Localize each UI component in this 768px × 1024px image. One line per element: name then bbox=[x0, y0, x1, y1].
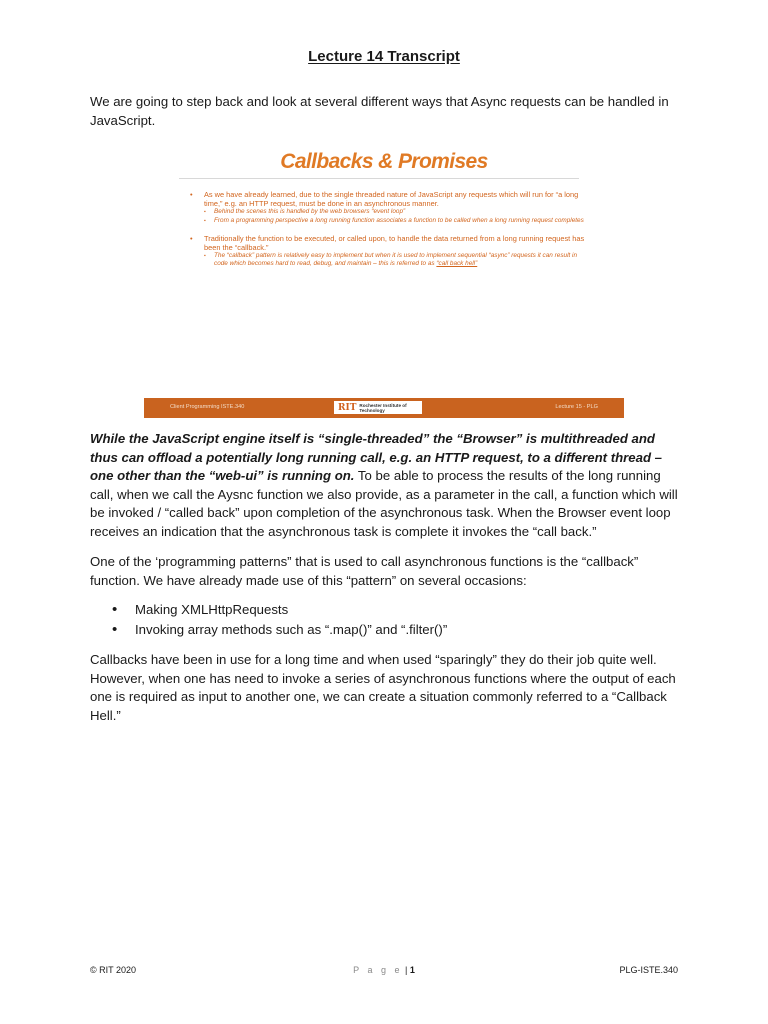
threads-paragraph bbox=[90, 430, 682, 542]
list-item: • Making XMLHttpRequests bbox=[112, 600, 447, 620]
copyright: © RIT 2020 bbox=[90, 965, 136, 975]
slide-bullet: • As we have already learned, due to the single threaded nature of JavaScript any requests which will run for “a long time,” e.g. an HTTP request, must be done in an asynchronous manner. bbox=[190, 190, 590, 208]
slide-sub-bullet bbox=[190, 252, 590, 268]
page-number: 1 bbox=[409, 965, 415, 975]
course-code: PLG-ISTE.340 bbox=[619, 965, 678, 975]
slide-sub-bullet: ▪ From a programming perspective a long running function associates a function to be called when a long running request completes bbox=[190, 217, 590, 225]
intro-paragraph: We are going to step back and look at several different ways that Async requests can be handled in JavaScript. bbox=[90, 94, 669, 128]
page-label: P a g e bbox=[353, 965, 403, 975]
threads-emphasis: While the JavaScript engine itself is “single-threaded” the “Browser” is multithreaded and thus can offload a potentially long running call, e.g. an HTTP request, to a different thread – one other than the “web-ui” is running on. bbox=[90, 431, 663, 484]
callback-hell-paragraph: Callbacks have been in use for a long time and when used “sparingly” they do their job quite well. However, when one has need to invoke a series of asynchronous functions where the output of each one is required as input to another one, we can create a situation commonly referred to a “Callback Hell.” bbox=[90, 652, 676, 723]
slide-footer-lecture: Lecture 15 - PLG bbox=[555, 404, 598, 410]
page-separator: | bbox=[402, 965, 410, 975]
slide-body bbox=[190, 190, 590, 269]
rit-logo bbox=[334, 401, 422, 414]
slide-title: Callbacks & Promises bbox=[280, 150, 488, 173]
callback-hell-link: “call back hell” bbox=[436, 260, 478, 268]
slide-sub-bullet: ▪ Behind the scenes this is handled by the web browsers “event loop” bbox=[190, 208, 590, 216]
rit-logo-text: Rochester Institute of Technology bbox=[359, 402, 407, 413]
slide-footer-bar bbox=[144, 398, 624, 418]
threads-text: To be able to process the results of the long running call, when we call the Aysnc function we also provide, as a parameter in the call, a function which will be invoked / “called back” upon completion of the asynchronous task. When the Browser event loop receives an indication that the asynchronous task is complete it invokes the “call back.” bbox=[90, 468, 678, 539]
slide-bullet: • Traditionally the function to be executed, or called upon, to handle the data returned from a long running request has been the “callback.” bbox=[190, 234, 590, 252]
pattern-paragraph: One of the ‘programming patterns” that is used to call asynchronous functions is the “callback” function. We have already made use of this “pattern” on several occasions: bbox=[90, 554, 639, 588]
list-item: • Invoking array methods such as “.map()” and “.filter()” bbox=[112, 620, 447, 640]
slide-footer-course: Client Programming ISTE.340 bbox=[170, 404, 245, 410]
rit-logo-mark: RIT bbox=[338, 402, 357, 413]
slide-sub-bullet-text: The “callback” pattern is relatively easy to implement but when it is used to implement sequential “async” requests it can result in code which becomes hard to read, debug, and maintain – this is referred to as bbox=[214, 252, 578, 268]
examples-list bbox=[112, 600, 447, 639]
page-title: Lecture 14 Transcript bbox=[308, 48, 460, 65]
slide-title-divider bbox=[179, 178, 579, 179]
page-footer bbox=[0, 965, 768, 979]
embedded-slide-image bbox=[144, 140, 624, 420]
